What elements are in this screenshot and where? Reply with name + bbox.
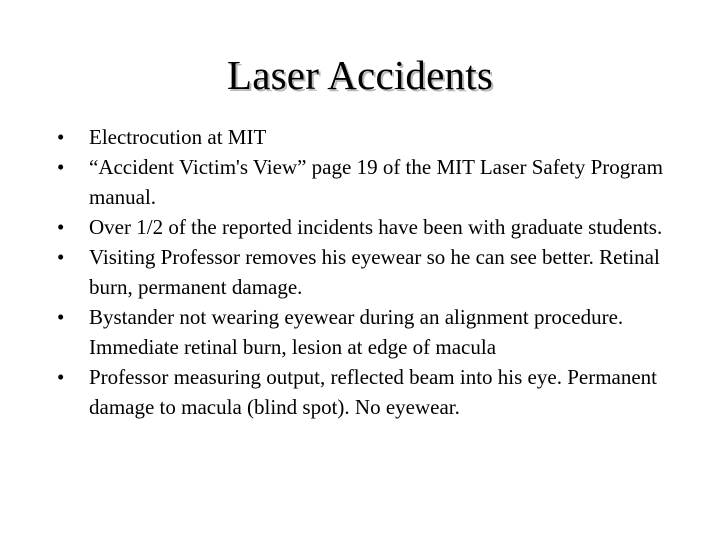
bullet-text: Professor measuring output, reflected beam into his eye. Permanent damage to macula (blind spot). No eyewear.	[89, 365, 658, 419]
bullet-item	[57, 152, 677, 212]
bullet-icon: •	[57, 215, 65, 239]
bullet-icon: •	[57, 245, 65, 269]
bullet-text: “Accident Victim's View” page 19 of the MIT Laser Safety Program manual.	[89, 155, 663, 209]
bullet-item	[57, 242, 677, 302]
bullet-item	[57, 212, 677, 242]
bullet-icon: •	[57, 305, 65, 329]
bullet-icon: •	[57, 365, 65, 389]
bullet-item	[57, 122, 677, 152]
bullet-icon: •	[57, 125, 65, 149]
bullet-item	[57, 362, 677, 422]
bullet-item	[57, 302, 677, 362]
bullet-list	[57, 122, 677, 422]
bullet-icon: •	[57, 155, 65, 179]
bullet-text: Over 1/2 of the reported incidents have been with graduate students.	[89, 215, 663, 239]
bullet-text: Electrocution at MIT	[89, 125, 267, 149]
bullet-text: Bystander not wearing eyewear during an alignment procedure. Immediate retinal burn, lesion at edge of macula	[89, 305, 624, 359]
slide-title: Laser Accidents	[227, 52, 493, 98]
bullet-text: Visiting Professor removes his eyewear so he can see better. Retinal burn, permanent damage.	[89, 245, 660, 299]
